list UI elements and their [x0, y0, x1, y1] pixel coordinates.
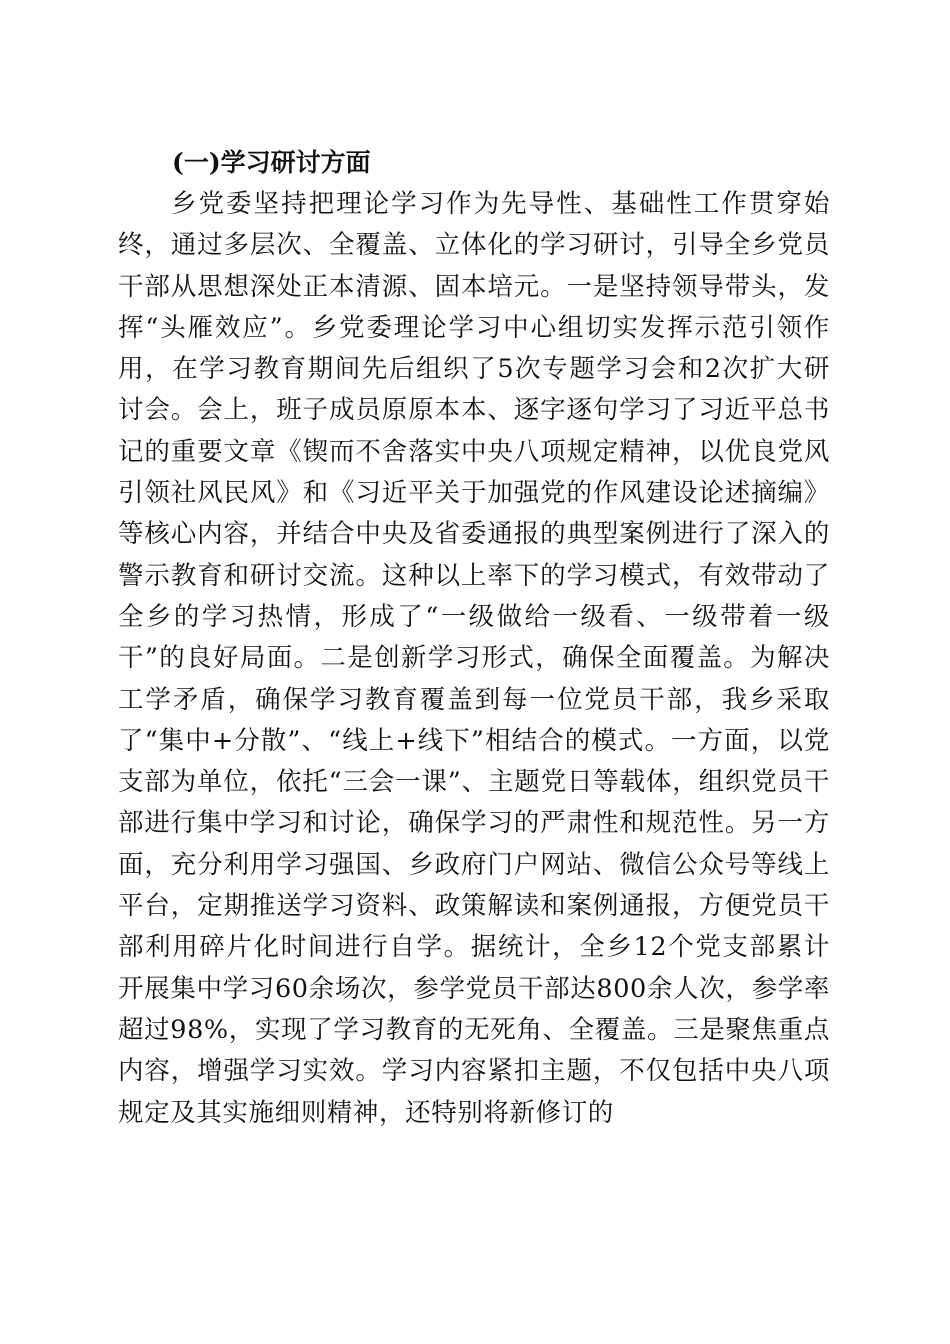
body-paragraph: 乡党委坚持把理论学习作为先导性、基础性工作贯穿始终，通过多层次、全覆盖、立体化的学习研讨，引导全乡党员干部从思想深处正本清源、固本培元。一是坚持领导带头，发挥“头雁效应”。乡党委理论学习中心组切实发挥示范引领作用，在学习教育期间先后组织了5次专题学习会和2次扩大研讨会。会上，班子成员原原本本、逐字逐句学习了习近平总书记的重要文章《锲而不舍落实中央八项规定精神，以优良党风引领社风民风》和《习近平关于加强党的作风建设论述摘编》等核心内容，并结合中央及省委通报的典型案例进行了深入的警示教育和研讨交流。这种以上率下的学习模式，有效带动了全乡的学习热情，形成了“一级做给一级看、一级带着一级干”的良好局面。二是创新学习形式，确保全面覆盖。为解决工学矛盾，确保学习教育覆盖到每一位党员干部，我乡采取了“集中+分散”、“线上+线下”相结合的模式。一方面，以党支部为单位，依托“三会一课”、主题党日等载体，组织党员干部进行集中学习和讨论，确保学习的严肃性和规范性。另一方面，充分利用学习强国、乡政府门户网站、微信公众号等线上平台，定期推送学习资料、政策解读和案例通报，方便党员干部利用碎片化时间进行自学。据统计，全乡12个党支部累计开展集中学习60余场次，参学党员干部达800余人次，参学率超过98%，实现了学习教育的无死角、全覆盖。三是聚焦重点内容，增强学习实效。学习内容紧扣主题，不仅包括中央八项规定及其实施细则精神，还特别将新修订的 [118, 189, 830, 1128]
section-heading: (一)学习研讨方面 [172, 148, 371, 177]
